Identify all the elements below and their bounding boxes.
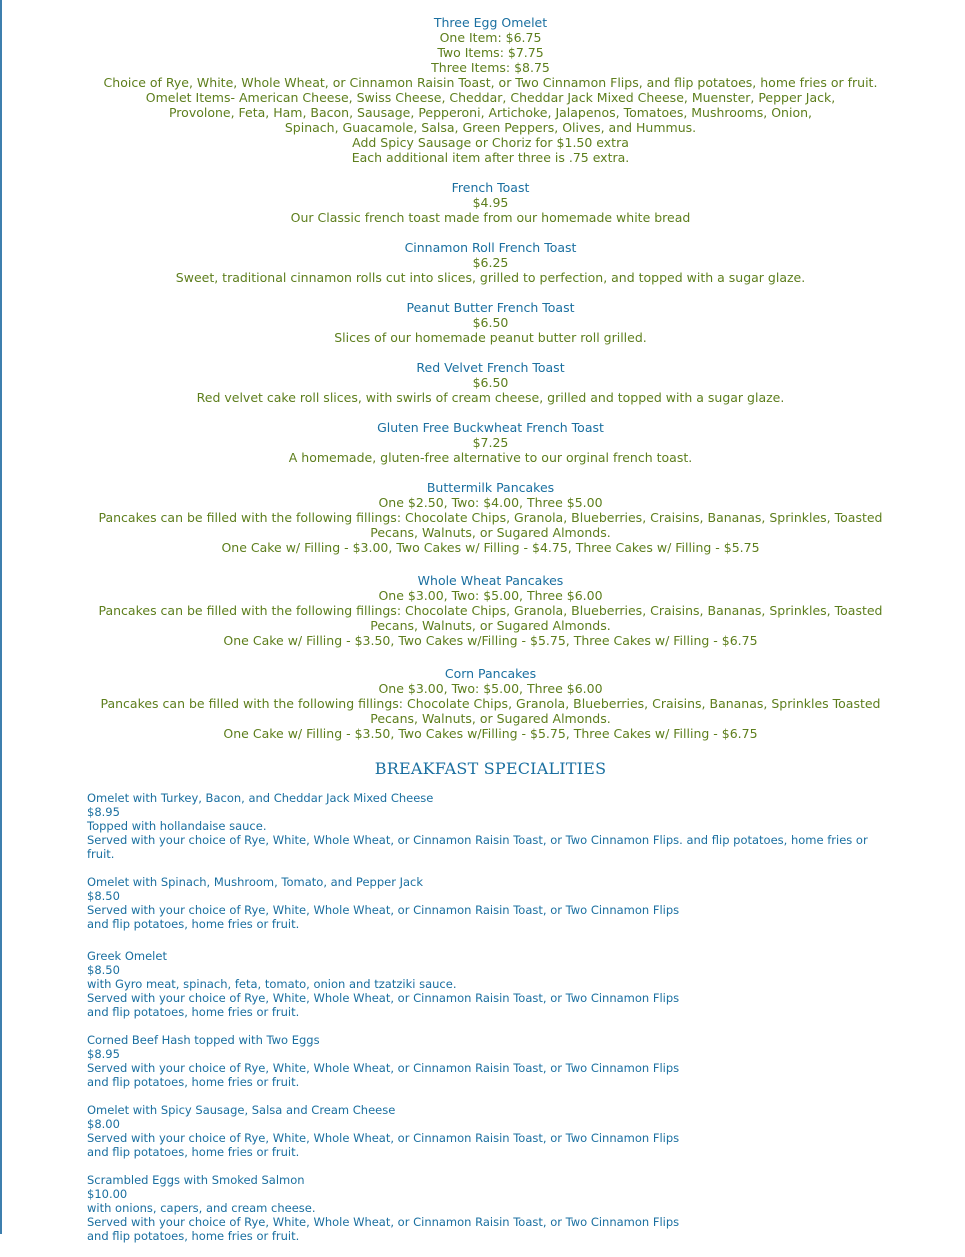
speciality-line: and flip potatoes, home fries or fruit. [87,917,300,931]
speciality-line: and flip potatoes, home fries or fruit. [87,1145,300,1159]
menu-item-line: Pecans, Walnuts, or Sugared Almonds. [370,618,611,633]
menu-item-line: Pancakes can be filled with the following fillings: Chocolate Chips, Granola, Blueberries, Craisins, Bananas, Sprinkles Toasted [100,696,881,711]
menu-item-line: Pancakes can be filled with the following fillings: Chocolate Chips, Granola, Blueberries, Craisins, Bananas, Sprinkles, Toasted [98,510,883,525]
menu-item-line: $6.25 [472,255,509,270]
menu-item [0,360,965,405]
menu-item [0,15,965,165]
menu-item-line: Each additional item after three is .75 extra. [351,150,630,165]
menu-item-title: Buttermilk Pancakes [426,480,555,495]
menu-item-line: Red velvet cake roll slices, with swirls of cream cheese, grilled and topped with a sugar glaze. [196,390,785,405]
menu-item [0,666,965,741]
speciality-line: $8.50 [87,889,120,903]
menu-item-line: $4.95 [472,195,509,210]
menu-item-line: Three Items: $8.75 [431,60,550,75]
menu-item-line: One $3.00, Two: $5.00, Three $6.00 [378,681,603,696]
speciality-line: Scrambled Eggs with Smoked Salmon [87,1173,305,1187]
menu-item [0,300,965,345]
menu-item-line: Provolone, Feta, Ham, Bacon, Sausage, Pepperoni, Artichoke, Jalapenos, Tomatoes, Mushrooms, Onion, [168,105,812,120]
menu-item-line: $6.50 [472,375,509,390]
menu-item-title: Gluten Free Buckwheat French Toast [377,420,604,435]
menu-item [0,480,965,555]
speciality-item [87,791,887,861]
speciality-item [87,1173,887,1243]
speciality-line: with Gyro meat, spinach, feta, tomato, onion and tzatziki sauce. [87,977,457,991]
speciality-line: Served with your choice of Rye, White, Whole Wheat, or Cinnamon Raisin Toast, or Two Cinnamon Flips [87,1215,680,1229]
menu-item-line: Spinach, Guacamole, Salsa, Green Peppers, Olives, and Hummus. [284,120,697,135]
menu-item-title: Peanut Butter French Toast [406,300,575,315]
menu-item-line: Two Items: $7.75 [437,45,544,60]
speciality-line: Greek Omelet [87,949,167,963]
menu-item-line: One Item: $6.75 [439,30,542,45]
menu-item-title: Whole Wheat Pancakes [417,573,564,588]
section-heading: BREAKFAST SPECIALITIES [374,759,607,778]
menu-item-title: Three Egg Omelet [433,15,548,30]
menu-item-line: One Cake w/ Filling - $3.00, Two Cakes w/ Filling - $4.75, Three Cakes w/ Filling - $5.75 [221,540,760,555]
menu-item-line: A homemade, gluten-free alternative to our orginal french toast. [288,450,693,465]
specialities-list [87,791,887,1257]
menu-item-title: Cinnamon Roll French Toast [404,240,577,255]
menu-item-line: Omelet Items- American Cheese, Swiss Cheese, Cheddar, Cheddar Jack Mixed Cheese, Muenster, Pepper Jack, [145,90,836,105]
speciality-line: Omelet with Spicy Sausage, Salsa and Cream Cheese [87,1103,396,1117]
menu-item-line: One Cake w/ Filling - $3.50, Two Cakes w/Filling - $5.75, Three Cakes w/ Filling - $6.75 [223,726,758,741]
menu-item-line: Pancakes can be filled with the following fillings: Chocolate Chips, Granola, Blueberries, Craisins, Bananas, Sprinkles, Toasted [98,603,883,618]
speciality-line: $8.50 [87,963,120,977]
menu-items-list [0,15,965,741]
speciality-item [87,1033,887,1089]
speciality-line: and flip potatoes, home fries or fruit. [87,1229,300,1243]
speciality-item [87,949,887,1019]
menu-item [0,240,965,285]
menu-item-line: Pecans, Walnuts, or Sugared Almonds. [370,711,611,726]
menu-item-line: Our Classic french toast made from our homemade white bread [290,210,691,225]
speciality-line: and flip potatoes, home fries or fruit. [87,1075,300,1089]
menu-item-line: Pecans, Walnuts, or Sugared Almonds. [370,525,611,540]
speciality-line: Omelet with Turkey, Bacon, and Cheddar Jack Mixed Cheese [87,791,434,805]
menu-page [0,15,965,799]
speciality-line: $8.95 [87,805,120,819]
speciality-line: Served with your choice of Rye, White, Whole Wheat, or Cinnamon Raisin Toast, or Two Cinnamon Flips [87,1131,680,1145]
speciality-item [87,875,887,931]
menu-item-line: $7.25 [472,435,509,450]
speciality-line: and flip potatoes, home fries or fruit. [87,1005,300,1019]
speciality-line: Corned Beef Hash topped with Two Eggs [87,1033,320,1047]
speciality-line: with onions, capers, and cream cheese. [87,1201,316,1215]
speciality-line: Served with your choice of Rye, White, Whole Wheat, or Cinnamon Raisin Toast, or Two Cinnamon Flips [87,1061,680,1075]
menu-item-line: Slices of our homemade peanut butter roll grilled. [334,330,647,345]
menu-item [0,573,965,648]
menu-item-line: One $3.00, Two: $5.00, Three $6.00 [378,588,603,603]
menu-item [0,180,965,225]
speciality-line: $10.00 [87,1187,128,1201]
speciality-line: $8.95 [87,1047,120,1061]
menu-item-title: Corn Pancakes [444,666,537,681]
speciality-line: fruit. [87,847,115,861]
menu-item-line: One Cake w/ Filling - $3.50, Two Cakes w/Filling - $5.75, Three Cakes w/ Filling - $6.75 [223,633,758,648]
menu-item-line: Add Spicy Sausage or Choriz for $1.50 extra [352,135,629,150]
menu-item-title: Red Velvet French Toast [416,360,565,375]
speciality-line: Served with your choice of Rye, White, Whole Wheat, or Cinnamon Raisin Toast, or Two Cinnamon Flips [87,991,680,1005]
menu-item [0,420,965,465]
speciality-line: Served with your choice of Rye, White, Whole Wheat, or Cinnamon Raisin Toast, or Two Cinnamon Flips. and flip potatoes, home fries or [87,833,868,847]
menu-item-line: $6.50 [472,315,509,330]
speciality-line: Served with your choice of Rye, White, Whole Wheat, or Cinnamon Raisin Toast, or Two Cinnamon Flips [87,903,680,917]
speciality-line: Topped with hollandaise sauce. [87,819,267,833]
speciality-line: $8.00 [87,1117,120,1131]
menu-item-title: French Toast [451,180,530,195]
menu-item-line: Choice of Rye, White, Whole Wheat, or Cinnamon Raisin Toast, or Two Cinnamon Flips, and flip potatoes, home fries or fruit. [103,75,878,90]
speciality-line: Omelet with Spinach, Mushroom, Tomato, and Pepper Jack [87,875,424,889]
speciality-item [87,1103,887,1159]
menu-item-line: One $2.50, Two: $4.00, Three $5.00 [378,495,603,510]
menu-item-line: Sweet, traditional cinnamon rolls cut into slices, grilled to perfection, and topped with a sugar glaze. [175,270,806,285]
